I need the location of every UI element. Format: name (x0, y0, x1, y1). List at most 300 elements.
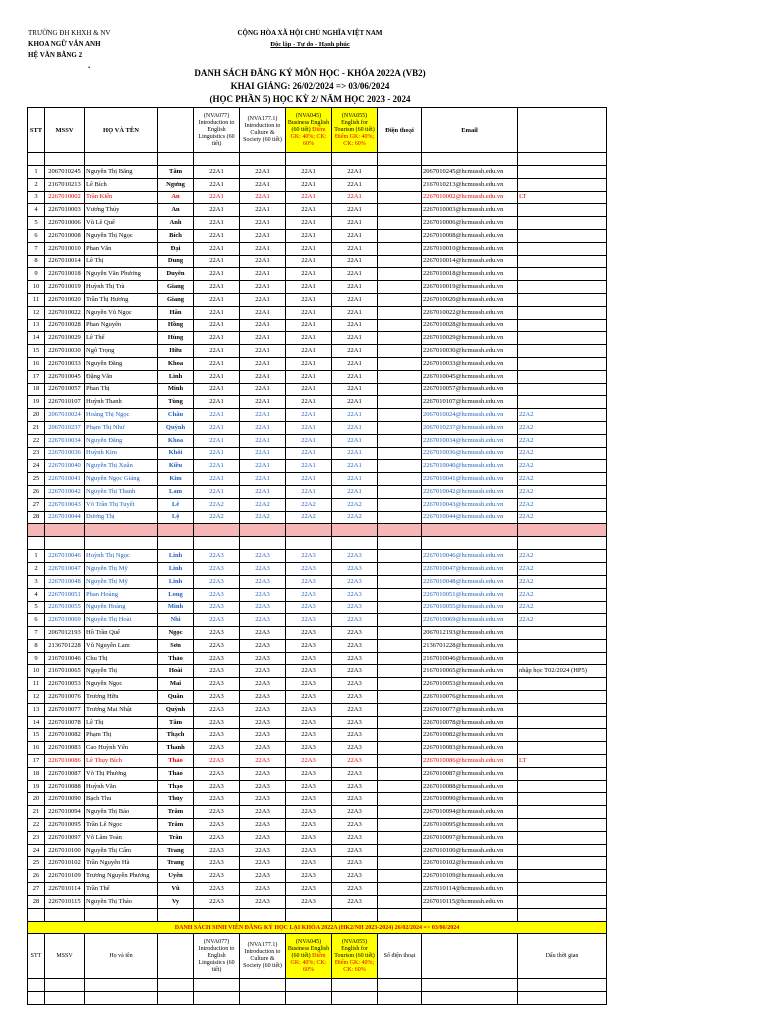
registration-table (27, 107, 607, 1005)
surname-cell: Trần Nguyễn Hà (85, 857, 158, 870)
spacer-row-cell (332, 908, 378, 921)
separator-row-cell (85, 524, 158, 537)
class-cell: 22A1 (194, 268, 240, 281)
email-cell: 2167010065@hcmussh.edu.vn (422, 665, 518, 678)
national-header (210, 28, 410, 50)
class-cell: 22A3 (286, 806, 332, 819)
mssv-cell: 2267010033 (45, 357, 85, 370)
spacer-row-cell (45, 537, 85, 550)
mssv-cell: 2267010087 (45, 767, 85, 780)
class-cell: 22A1 (332, 409, 378, 422)
school-header (28, 28, 110, 61)
mssv-cell: 2267010008 (45, 229, 85, 242)
note-cell: 22A2 (518, 447, 607, 460)
note-cell: 22A2 (518, 614, 607, 627)
note-cell (518, 255, 607, 268)
retake-empty-row (28, 979, 607, 992)
email-cell: 2267010045@hcmussh.edu.vn (422, 370, 518, 383)
note-cell (518, 332, 607, 345)
table-row (28, 844, 607, 857)
separator-row-cell (332, 524, 378, 537)
class-cell: 22A3 (286, 819, 332, 832)
class-cell: 22A3 (332, 678, 378, 691)
email-cell: 2267010055@hcmussh.edu.vn (422, 601, 518, 614)
class-cell: 22A3 (194, 806, 240, 819)
note-cell: 22A2 (518, 498, 607, 511)
mssv-cell: 2267010019 (45, 281, 85, 294)
email-cell: 2167010046@hcmussh.edu.vn (422, 652, 518, 665)
stt-cell: 24 (28, 844, 45, 857)
phone-cell (378, 883, 422, 896)
note-cell: 22A2 (518, 421, 607, 434)
stt-cell: 22 (28, 434, 45, 447)
note-cell (518, 844, 607, 857)
class-cell: 22A3 (332, 575, 378, 588)
class-cell: 22A3 (286, 883, 332, 896)
spacer-row-cell (422, 153, 518, 166)
stt-cell: 9 (28, 268, 45, 281)
surname-cell: Lê Bích (85, 178, 158, 191)
class-cell: 22A2 (332, 511, 378, 524)
phone-cell (378, 729, 422, 742)
class-cell: 22A3 (332, 691, 378, 704)
email-cell: 2267010040@hcmussh.edu.vn (422, 460, 518, 473)
university-name: TRƯỜNG ĐH KHXH & NV (28, 29, 111, 37)
given-name-cell: Ngưng (158, 178, 194, 191)
mssv-cell: 2267010002 (45, 191, 85, 204)
stt-cell: 7 (28, 627, 45, 640)
retake-empty-row (28, 992, 607, 1005)
phone-cell (378, 601, 422, 614)
given-name-cell: Minh (158, 601, 194, 614)
class-cell: 22A3 (240, 627, 286, 640)
national-title: CỘNG HÒA XÃ HỘI CHỦ NGHĨA VIỆT NAM (237, 29, 383, 37)
given-name-cell: Thảo (158, 755, 194, 768)
note-cell (518, 396, 607, 409)
class-cell: 22A1 (286, 485, 332, 498)
surname-cell: Phạm Thị (85, 729, 158, 742)
email-cell: 2267010047@hcmussh.edu.vn (422, 563, 518, 576)
email-cell: 2267010095@hcmussh.edu.vn (422, 819, 518, 832)
note-cell (518, 780, 607, 793)
phone-cell (378, 383, 422, 396)
class-cell: 22A1 (286, 370, 332, 383)
stt-cell: 6 (28, 614, 45, 627)
class-cell: 22A3 (286, 627, 332, 640)
class-cell: 22A3 (286, 780, 332, 793)
mssv-cell: 2267010006 (45, 217, 85, 230)
class-cell: 22A1 (194, 217, 240, 230)
class-cell: 22A1 (286, 306, 332, 319)
table-row (28, 742, 607, 755)
spacer-row-cell (158, 153, 194, 166)
given-name-cell: Linh (158, 575, 194, 588)
phone-cell (378, 345, 422, 358)
class-cell: 22A1 (332, 242, 378, 255)
class-cell: 22A1 (286, 357, 332, 370)
mssv-cell: 2267010010 (45, 242, 85, 255)
class-cell: 22A3 (332, 883, 378, 896)
table-row (28, 191, 607, 204)
given-name-cell: Long (158, 588, 194, 601)
stt-cell: 10 (28, 665, 45, 678)
email-cell: 2067010245@hcmussh.edu.vn (422, 166, 518, 179)
note-cell (518, 306, 607, 319)
note-cell (518, 627, 607, 640)
class-cell: 22A1 (240, 306, 286, 319)
class-cell: 22A3 (240, 793, 286, 806)
table-row (28, 716, 607, 729)
email-cell: 2267010088@hcmussh.edu.vn (422, 780, 518, 793)
phone-cell (378, 627, 422, 640)
table-row (28, 652, 607, 665)
note-cell (518, 204, 607, 217)
surname-cell: Ngô Trọng (85, 345, 158, 358)
class-cell: 22A1 (194, 178, 240, 191)
table-row (28, 691, 607, 704)
class-cell: 22A1 (240, 473, 286, 486)
class-cell: 22A3 (286, 691, 332, 704)
table-row (28, 819, 607, 832)
class-cell: 22A3 (194, 883, 240, 896)
given-name-cell: Thủy (158, 793, 194, 806)
surname-cell: Huỳnh Thanh (85, 396, 158, 409)
surname-cell: Võ Thị Phương (85, 767, 158, 780)
given-name-cell: Bích (158, 229, 194, 242)
class-cell: 22A1 (286, 281, 332, 294)
class-cell: 22A3 (194, 870, 240, 883)
class-cell: 22A3 (194, 665, 240, 678)
mssv-cell: 2267010090 (45, 793, 85, 806)
surname-cell: Nguyễn Thị Ngọc (85, 229, 158, 242)
mssv-cell: 2267010109 (45, 870, 85, 883)
class-cell: 22A1 (240, 229, 286, 242)
stt-cell: 6 (28, 229, 45, 242)
phone-cell (378, 306, 422, 319)
class-cell: 22A3 (286, 755, 332, 768)
class-cell: 22A3 (286, 831, 332, 844)
phone-cell (378, 204, 422, 217)
note-cell (518, 742, 607, 755)
class-cell: 22A1 (286, 191, 332, 204)
given-name-cell: An (158, 204, 194, 217)
email-cell: 2267010051@hcmussh.edu.vn (422, 588, 518, 601)
phone-cell (378, 178, 422, 191)
mssv-cell: 2267010102 (45, 857, 85, 870)
surname-cell: Võ Lâm Toàn (85, 831, 158, 844)
phone-cell (378, 242, 422, 255)
class-cell: 22A1 (286, 166, 332, 179)
email-cell: 2267010115@hcmussh.edu.vn (422, 895, 518, 908)
mssv-cell: 2267010036 (45, 447, 85, 460)
surname-cell: Nguyễn Thị Thanh (85, 485, 158, 498)
mssv-cell: 2267010053 (45, 678, 85, 691)
mssv-cell: 2267010077 (45, 703, 85, 716)
note-cell (518, 319, 607, 332)
mssv-cell: 2267010100 (45, 844, 85, 857)
mssv-cell: 2267010034 (45, 434, 85, 447)
table-row (28, 229, 607, 242)
mssv-cell: 2267010046 (45, 550, 85, 563)
email-cell: 2267010053@hcmussh.edu.vn (422, 678, 518, 691)
spacer-row-cell (240, 153, 286, 166)
surname-cell: Nguyễn Thị (85, 665, 158, 678)
phone-cell (378, 319, 422, 332)
doc-semester: (HỌC PHẦN 5) HỌC KỲ 2/ NĂM HỌC 2023 - 2024 (209, 94, 411, 104)
note-cell (518, 242, 607, 255)
class-cell: 22A1 (332, 255, 378, 268)
class-cell: 22A3 (194, 652, 240, 665)
spacer-row (28, 537, 607, 550)
class-cell: 22A3 (332, 780, 378, 793)
stt-cell: 10 (28, 281, 45, 294)
class-cell: 22A3 (286, 895, 332, 908)
given-name-cell: Ngọc (158, 627, 194, 640)
header-stt: STT (28, 108, 45, 153)
retake-header-course-3: (NVA045) Business English (60 tiết) Điểm GK: 40%; CK: 60% (286, 934, 332, 979)
class-cell: 22A3 (240, 883, 286, 896)
surname-cell: Trương Hữu (85, 691, 158, 704)
stt-cell: 16 (28, 357, 45, 370)
class-cell: 22A3 (332, 742, 378, 755)
program-name: HỆ VĂN BẰNG 2 (28, 51, 83, 59)
stt-cell: 11 (28, 678, 45, 691)
class-cell: 22A3 (240, 844, 286, 857)
phone-cell (378, 460, 422, 473)
class-cell: 22A1 (194, 383, 240, 396)
phone-cell (378, 434, 422, 447)
class-cell: 22A1 (332, 383, 378, 396)
header-course-1: (NVA077) Introduction to English Linguistics (60 tiết) (194, 108, 240, 153)
retake-header-email (422, 934, 518, 979)
mssv-cell: 2167010046 (45, 652, 85, 665)
note-cell (518, 293, 607, 306)
class-cell: 22A3 (240, 819, 286, 832)
phone-cell (378, 793, 422, 806)
stt-cell: 8 (28, 639, 45, 652)
email-cell: 2267010078@hcmussh.edu.vn (422, 716, 518, 729)
email-cell: 2267010008@hcmussh.edu.vn (422, 229, 518, 242)
class-cell: 22A1 (286, 473, 332, 486)
spacer-row-cell (28, 537, 45, 550)
class-cell: 22A3 (332, 601, 378, 614)
class-cell: 22A3 (194, 575, 240, 588)
given-name-cell: Trân (158, 831, 194, 844)
phone-cell (378, 485, 422, 498)
class-cell: 22A3 (286, 857, 332, 870)
class-cell: 22A1 (240, 447, 286, 460)
table-row (28, 806, 607, 819)
table-row (28, 281, 607, 294)
header-note (518, 108, 607, 153)
mssv-cell: 2267010042 (45, 485, 85, 498)
class-cell: 22A3 (332, 844, 378, 857)
note-cell (518, 716, 607, 729)
email-cell: 2267010076@hcmussh.edu.vn (422, 691, 518, 704)
class-cell: 22A1 (240, 383, 286, 396)
stt-cell: 20 (28, 409, 45, 422)
class-cell: 22A3 (240, 780, 286, 793)
class-cell: 22A3 (240, 806, 286, 819)
email-cell: 2267010046@hcmussh.edu.vn (422, 550, 518, 563)
table-row (28, 370, 607, 383)
class-cell: 22A3 (286, 601, 332, 614)
header-course-2: (NVA177.1) Introduction to Culture & Society (60 tiết) (240, 108, 286, 153)
phone-cell (378, 780, 422, 793)
email-cell: 2267010020@hcmussh.edu.vn (422, 293, 518, 306)
note-cell (518, 652, 607, 665)
mssv-cell: 2067012193 (45, 627, 85, 640)
given-name-cell: Thanh (158, 742, 194, 755)
class-cell: 22A1 (240, 396, 286, 409)
note-cell (518, 229, 607, 242)
given-name-cell: Hoài (158, 665, 194, 678)
surname-cell: Nguyễn Ngọc Giáng (85, 473, 158, 486)
stt-cell: 15 (28, 345, 45, 358)
mssv-cell: 2267010055 (45, 601, 85, 614)
email-cell: 2267010094@hcmussh.edu.vn (422, 806, 518, 819)
retake-empty-row-cell (194, 992, 240, 1005)
mssv-cell: 2267010043 (45, 498, 85, 511)
class-cell: 22A3 (286, 588, 332, 601)
retake-header-row (28, 934, 607, 979)
retake-empty-row-cell (518, 979, 607, 992)
class-cell: 22A3 (194, 639, 240, 652)
class-cell: 22A3 (194, 627, 240, 640)
note-cell (518, 703, 607, 716)
class-cell: 22A3 (194, 691, 240, 704)
given-name-cell: Quỳnh (158, 703, 194, 716)
table-row (28, 409, 607, 422)
phone-cell (378, 806, 422, 819)
email-cell: 2267010100@hcmussh.edu.vn (422, 844, 518, 857)
phone-cell (378, 639, 422, 652)
email-cell: 2267010034@hcmussh.edu.vn (422, 434, 518, 447)
email-cell: 2267010030@hcmussh.edu.vn (422, 345, 518, 358)
class-cell: 22A1 (286, 434, 332, 447)
mssv-cell: 2267010028 (45, 319, 85, 332)
note-cell: 22A2 (518, 588, 607, 601)
given-name-cell: Đại (158, 242, 194, 255)
header-course-4: (NVA055) English for Tourism (60 tiết) Điểm GK: 40%; CK: 60% (332, 108, 378, 153)
phone-cell (378, 281, 422, 294)
surname-cell: Phan Nguyên (85, 319, 158, 332)
class-cell: 22A1 (194, 204, 240, 217)
given-name-cell: Khoa (158, 434, 194, 447)
table-row (28, 588, 607, 601)
class-cell: 22A3 (194, 857, 240, 870)
stt-cell: 23 (28, 831, 45, 844)
note-cell (518, 895, 607, 908)
class-cell: 22A1 (286, 255, 332, 268)
class-cell: 22A3 (240, 639, 286, 652)
note-cell (518, 729, 607, 742)
retake-empty-row-cell (194, 979, 240, 992)
stt-cell: 2 (28, 178, 45, 191)
stt-cell: 4 (28, 204, 45, 217)
surname-cell: Huỳnh Văn (85, 780, 158, 793)
email-cell: 2267010114@hcmussh.edu.vn (422, 883, 518, 896)
phone-cell (378, 665, 422, 678)
mssv-cell: 2267010029 (45, 332, 85, 345)
email-cell: 2267010002@hcmussh.edu.vn (422, 191, 518, 204)
phone-cell (378, 831, 422, 844)
given-name-cell: Giang (158, 293, 194, 306)
table-row (28, 383, 607, 396)
table-row (28, 293, 607, 306)
header-phone: Điện thoại (378, 108, 422, 153)
mssv-cell: 2267010041 (45, 473, 85, 486)
class-cell: 22A3 (194, 793, 240, 806)
mssv-cell: 2267010078 (45, 716, 85, 729)
table-row (28, 793, 607, 806)
given-name-cell: Anh (158, 217, 194, 230)
phone-cell (378, 755, 422, 768)
stt-cell: 9 (28, 652, 45, 665)
email-cell: 2267010019@hcmussh.edu.vn (422, 281, 518, 294)
mssv-cell: 2267010107 (45, 396, 85, 409)
email-cell: 2267010042@hcmussh.edu.vn (422, 485, 518, 498)
given-name-cell: Hữu (158, 345, 194, 358)
given-name-cell: Hùng (158, 332, 194, 345)
email-cell: 2267010077@hcmussh.edu.vn (422, 703, 518, 716)
email-cell: 2267010086@hcmussh.edu.vn (422, 755, 518, 768)
note-cell: LT (518, 191, 607, 204)
class-cell: 22A1 (240, 255, 286, 268)
class-cell: 22A3 (240, 665, 286, 678)
given-name-cell: Tâm (158, 716, 194, 729)
mssv-cell: 2267010045 (45, 370, 85, 383)
phone-cell (378, 895, 422, 908)
spacer-row-cell (85, 153, 158, 166)
class-cell: 22A1 (332, 332, 378, 345)
class-cell: 22A2 (194, 498, 240, 511)
doc-dates: KHAI GIẢNG: 26/02/2024 => 03/06/2024 (230, 81, 390, 91)
class-cell: 22A1 (286, 345, 332, 358)
class-cell: 22A3 (240, 601, 286, 614)
class-cell: 22A1 (240, 421, 286, 434)
retake-empty-row-cell (332, 979, 378, 992)
class-cell: 22A3 (332, 652, 378, 665)
spacer-row-cell (85, 908, 158, 921)
class-cell: 22A3 (286, 639, 332, 652)
class-cell: 22A3 (332, 627, 378, 640)
note-cell: 22A2 (518, 575, 607, 588)
surname-cell: Trần Thế (85, 883, 158, 896)
email-cell: 2267010014@hcmussh.edu.vn (422, 255, 518, 268)
spacer-row-cell (28, 908, 45, 921)
mssv-cell: 2267010018 (45, 268, 85, 281)
retake-empty-row-cell (518, 992, 607, 1005)
surname-cell: Nguyễn Thị Bảo (85, 806, 158, 819)
class-cell: 22A1 (332, 191, 378, 204)
given-name-cell: Trâm (158, 806, 194, 819)
surname-cell: Nguyễn Thị Cẩm (85, 844, 158, 857)
table-row (28, 332, 607, 345)
email-cell: 2267010097@hcmussh.edu.vn (422, 831, 518, 844)
email-cell: 2267010022@hcmussh.edu.vn (422, 306, 518, 319)
phone-cell (378, 473, 422, 486)
surname-cell: Huỳnh Thị Trà (85, 281, 158, 294)
spacer-row-cell (286, 908, 332, 921)
given-name-cell: Trang (158, 857, 194, 870)
surname-cell: Chu Thị (85, 652, 158, 665)
mssv-cell: 2267010014 (45, 255, 85, 268)
surname-cell: Nguyễn Thị Mỹ (85, 563, 158, 576)
email-cell: 2267010036@hcmussh.edu.vn (422, 447, 518, 460)
mssv-cell: 2267010022 (45, 306, 85, 319)
table-row (28, 396, 607, 409)
